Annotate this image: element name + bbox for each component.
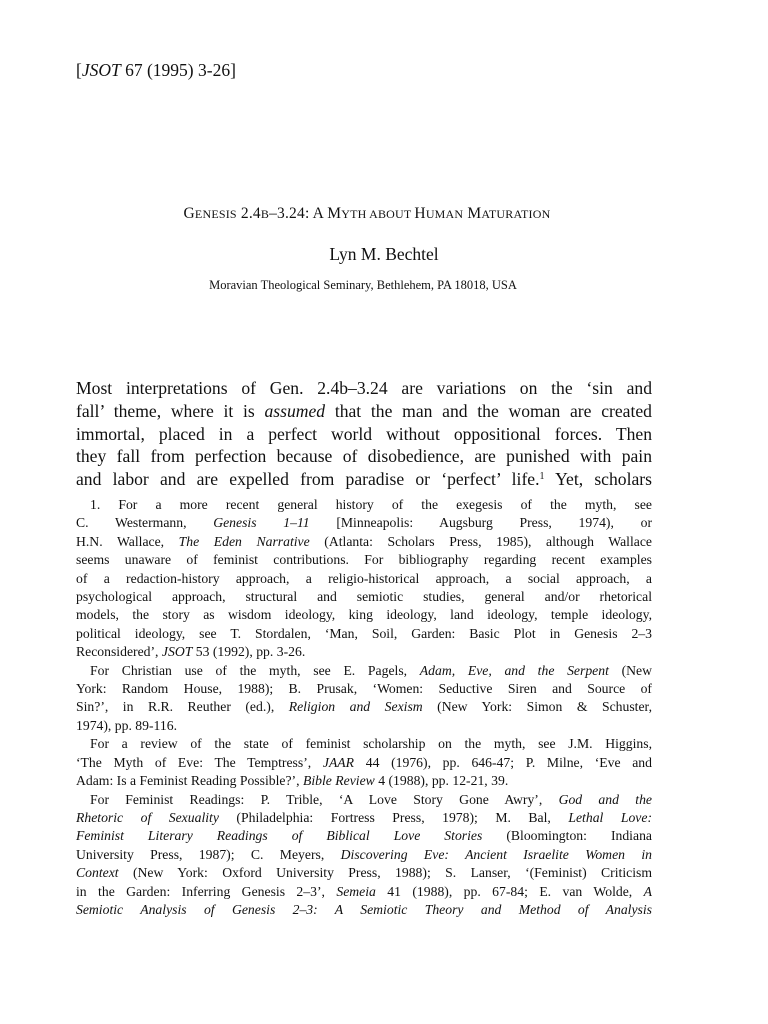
body-line: immortal, placed in a perfect world without oppositional forces. Then xyxy=(76,423,652,444)
footnote-line: York: Random House, 1988); B. Prusak, ‘Women: Seductive Siren and Source of xyxy=(76,681,652,697)
footnote-block xyxy=(76,496,652,919)
footnote-line: 1. For a more recent general history of the exegesis of the myth, see xyxy=(90,497,652,512)
footnote-line: C. Westermann, Genesis 1–11 [Minneapolis: Augsburg Press, 1974), or xyxy=(76,515,653,531)
article-title: GENESIS 2.4B–3.24: A MYTH ABOUT HUMAN MATURATION xyxy=(183,205,551,222)
footnote-line: Reconsidered’, JSOT 53 (1992), pp. 3-26. xyxy=(76,644,306,660)
footnote-line: For Christian use of the myth, see E. Pagels, Adam, Eve, and the Serpent (New xyxy=(90,662,653,678)
citation-details: 67 (1995) 3-26] xyxy=(120,60,236,80)
footnote-line: seems unaware of feminist contributions. For bibliography regarding recent examples xyxy=(76,552,652,568)
journal-abbrev: JSOT xyxy=(81,60,121,80)
footnote-line: psychological approach, structural and semiotic studies, general and/or rhetorical xyxy=(76,589,652,605)
footnote-line: in the Garden: Inferring Genesis 2–3’, Semeia 41 (1988), pp. 67-84; E. van Wolde, A xyxy=(76,883,652,899)
footnote-line: For Feminist Readings: P. Trible, ‘A Love Story Gone Awry’, God and the xyxy=(90,791,652,807)
footnote-line: Sin?’, in R.R. Reuther (ed.), Religion and Sexism (New York: Simon & Schuster, xyxy=(76,699,652,715)
footnote-line: 1974), pp. 89-116. xyxy=(76,717,177,733)
footnote-ref: 1 xyxy=(539,471,545,483)
footnote-line: models, the story as wisdom ideology, king ideology, land ideology, temple ideology, xyxy=(76,607,652,623)
footnote-line: Adam: Is a Feminist Reading Possible?’, Bible Review 4 (1988), pp. 12-21, 39. xyxy=(76,773,509,789)
body-line: fall’ theme, where it is assumed that the man and the woman are created xyxy=(76,400,652,421)
author-name: Lyn M. Bechtel xyxy=(329,244,439,264)
footnote-line: H.N. Wallace, The Eden Narrative (Atlanta: Scholars Press, 1985), although Wallace xyxy=(76,533,652,549)
body-paragraph xyxy=(76,377,652,491)
footnote-line: political ideology, see T. Stordalen, ‘Man, Soil, Garden: Basic Plot in Genesis 2–3 xyxy=(76,625,652,641)
journal-citation xyxy=(76,60,236,81)
footnote-line: Feminist Literary Readings of Biblical Love Stories (Bloomington: Indiana xyxy=(76,828,652,844)
footnote-line: University Press, 1987); C. Meyers, Discovering Eve: Ancient Israelite Women in xyxy=(76,846,652,862)
footnote-line: ‘The Myth of Eve: The Temptress’, JAAR 44 (1976), pp. 646-47; P. Milne, ‘Eve and xyxy=(76,754,652,770)
footnote-line: of a redaction-history approach, a religio-historical approach, a social approach, a xyxy=(76,570,652,586)
footnote-line: Rhetoric of Sexuality (Philadelphia: Fortress Press, 1978); M. Bal, Lethal Love: xyxy=(76,809,652,825)
footnote-line: For a review of the state of feminist scholarship on the myth, see J.M. Higgins, xyxy=(90,736,652,752)
footnote-line: Semiotic Analysis of Genesis 2–3: A Semiotic Theory and Method of Analysis xyxy=(76,901,652,917)
citation-bracket: [ xyxy=(76,60,82,80)
author-affiliation: Moravian Theological Seminary, Bethlehem, PA 18018, USA xyxy=(209,278,517,292)
body-line: and labor and are expelled from paradise or ‘perfect’ life.$^1$ Yet, scholars xyxy=(76,469,652,490)
body-line: Most interpretations of Gen. 2.4b–3.24 are variations on the ‘sin and xyxy=(76,378,652,398)
footnote-line: Context (New York: Oxford University Press, 1988); S. Lanser, ‘(Feminist) Criticism xyxy=(76,865,652,881)
body-line: they fall from perfection because of disobedience, are punished with pain xyxy=(76,446,652,467)
